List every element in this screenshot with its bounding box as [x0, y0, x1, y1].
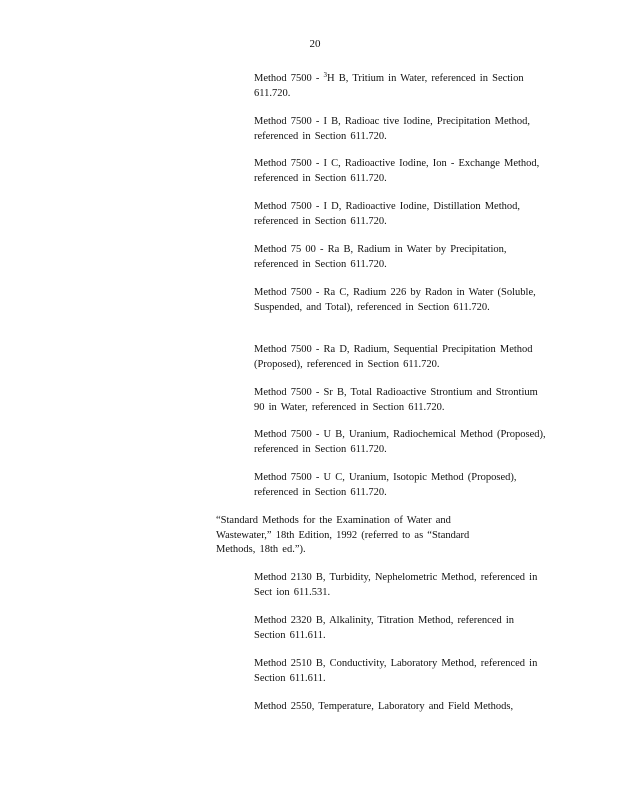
- reference-entry-radium-precipitation: Method 75 00 - Ra B, Radium in Water by Precipitation, referenced in Section 611.720.: [254, 244, 507, 270]
- reference-entry-radium-226-radon: Method 7500 - Ra C, Radium 226 by Radon in Water (Soluble, Suspended, and Total), referenced in Section 611.720.: [254, 287, 536, 313]
- entry-prefix: Method 7500 -: [254, 73, 324, 84]
- reference-entry-radium-sequential: Method 7500 - Ra D, Radium, Sequential Precipitation Method (Proposed), referenced in Section 611.720.: [254, 344, 533, 370]
- reference-entry-iodine-distillation: Method 7500 - I D, Radioactive Iodine, Distillation Method, referenced in Section 611.720.: [254, 201, 520, 227]
- reference-entry-iodine-ion-exchange: Method 7500 - I C, Radioactive Iodine, Ion - Exchange Method, referenced in Section 611.720.: [254, 158, 540, 184]
- reference-entry-temperature: Method 2550, Temperature, Laboratory and Field Methods,: [254, 701, 514, 712]
- reference-entry-uranium-radiochemical: Method 7500 - U B, Uranium, Radiochemical Method (Proposed), referenced in Section 611.720.: [254, 429, 546, 455]
- reference-entry-uranium-isotopic: Method 7500 - U C, Uranium, Isotopic Method (Proposed), referenced in Section 611.720.: [254, 472, 517, 498]
- superscript-mass-number: 3: [323, 71, 328, 79]
- reference-entry-alkalinity: Method 2320 B, Alkalinity, Titration Method, referenced in Section 611.611.: [254, 615, 515, 641]
- reference-heading-standard-methods: “Standard Methods for the Examination of Water and Wastewater,” 18th Edition, 1992 (referred to as “Standard Methods, 18th ed.”).: [216, 515, 470, 555]
- reference-entry-turbidity: Method 2130 B, Turbidity, Nephelometric Method, referenced in Sect ion 611.531.: [254, 572, 538, 598]
- entry-text: H B, Tritium in Water, referenced in Section 611.720.: [254, 73, 524, 99]
- reference-entry-iodine-precipitation: Method 7500 - I B, Radioac tive Iodine, Precipitation Method, referenced in Section 611.720.: [254, 116, 530, 142]
- reference-entry-tritium: [254, 72, 546, 101]
- reference-entry-conductivity: Method 2510 B, Conductivity, Laboratory Method, referenced in Section 611.611.: [254, 658, 538, 684]
- reference-entry-strontium: Method 7500 - Sr B, Total Radioactive Strontium and Strontium 90 in Water, referenced in Section 611.720.: [254, 387, 538, 413]
- page-number: 20: [309, 38, 321, 50]
